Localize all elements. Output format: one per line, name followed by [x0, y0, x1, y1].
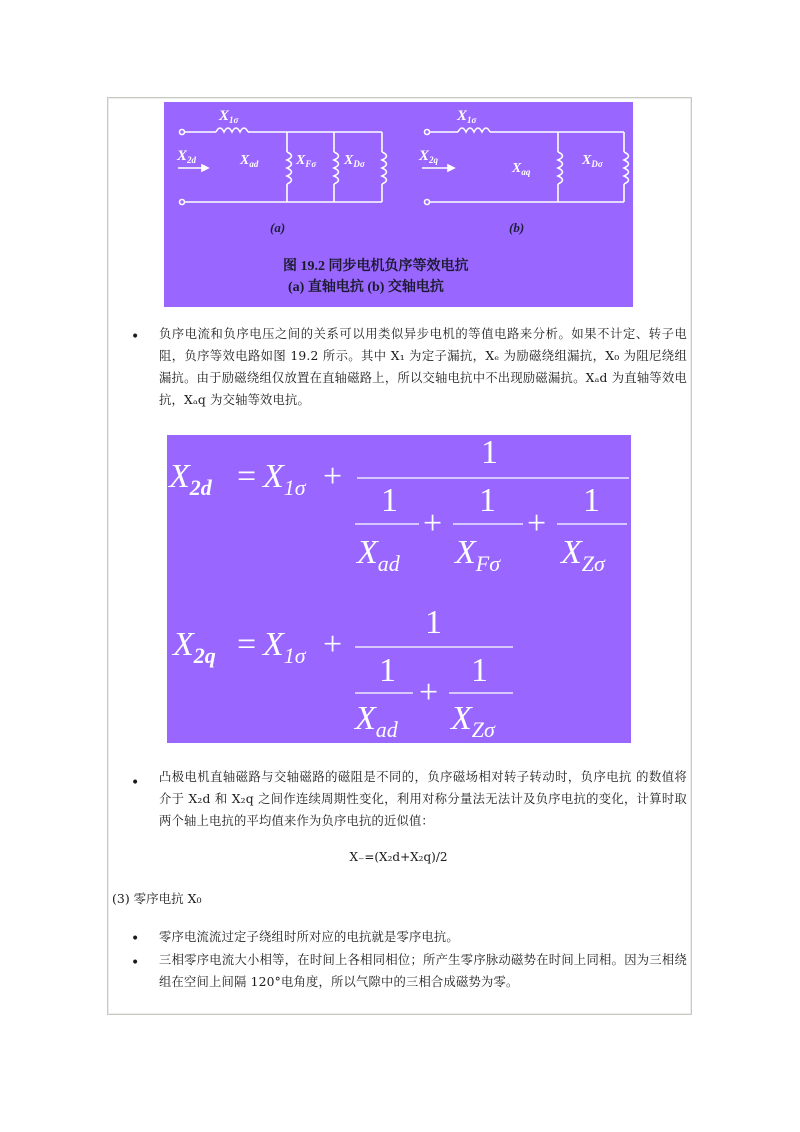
svg-text:X2d: $X_{2d}$ — [177, 148, 197, 165]
svg-text:Xad: $X_{ad}$ — [357, 534, 400, 576]
svg-text:X1σ: $X_{1\sigma}$ — [219, 108, 239, 125]
svg-text:XFσ: $X_{F\sigma}$ — [296, 153, 317, 169]
average-reactance-equation: X₋=(X₂d+X₂q)/2 — [349, 850, 448, 864]
svg-text:+: + — [323, 458, 343, 495]
svg-text:+: + — [423, 505, 443, 542]
bullet-dot: • — [131, 931, 140, 947]
formula-svg — [167, 435, 631, 743]
figure-caption-line1: 图 19.2 同步电机负序等效电抗 — [283, 259, 469, 274]
circuit-diagram — [164, 102, 633, 307]
panel-b-label: (b) — [509, 220, 525, 235]
formula1-lhs: $X_{2d}$ — [169, 458, 212, 500]
svg-text:XDσ: $X_{D\sigma}$ — [344, 153, 365, 169]
bullet-dot: • — [131, 775, 140, 791]
svg-text:=: = — [237, 626, 257, 663]
svg-text:X2q: $X_{2q}$ — [419, 148, 439, 165]
svg-text:Xad: $X_{ad}$ — [240, 153, 259, 169]
svg-text:X1σ: $X_{1\sigma}$ — [457, 108, 477, 125]
svg-text:XDσ: $X_{D\sigma}$ — [582, 153, 603, 169]
bullet-dot: • — [131, 955, 140, 971]
svg-text:1: 1 — [381, 482, 398, 519]
svg-text:XZσ: $X_{Z\sigma}$ — [561, 534, 605, 576]
section-heading-zero-sequence: (3) 零序电抗 X₀ — [112, 891, 202, 906]
svg-text:Xaq: $X_{aq}$ — [512, 161, 531, 177]
svg-text:+: + — [419, 674, 439, 711]
circuit-figure — [164, 102, 633, 307]
svg-text:+: + — [527, 505, 547, 542]
svg-text:X1σ: $X_{1\sigma}$ — [263, 458, 306, 500]
svg-text:=: = — [237, 458, 257, 495]
svg-text:1: 1 — [425, 604, 442, 641]
svg-text:XFσ: $X_{F\sigma}$ — [455, 534, 501, 576]
svg-text:1: 1 — [583, 482, 600, 519]
bullet-dot: • — [131, 329, 140, 345]
svg-text:1: 1 — [471, 652, 488, 689]
panel-a-label: (a) — [270, 220, 286, 235]
svg-text:X1σ: $X_{1\sigma}$ — [263, 626, 306, 668]
paragraph-negative-sequence: 负序电流和负序电压之间的关系可以用类似异步电机的等值电路来分析。如果不计定、转子电阻，负序等效电路如图 19.2 所示。其中 X₁ 为定子漏抗，Xₑ 为励磁绕组漏抗，X₀ 为阻尼绕组漏抗。由于励磁绕组仅放置在直轴磁路上，所以交轴电抗中不出现励磁漏抗。Xₐd 为直轴等效电抗，Xₐq 为交轴等效电抗。 — [159, 327, 687, 407]
svg-text:XZσ: $X_{Z\sigma}$ — [451, 700, 495, 742]
paragraph-salient-pole: 凸极电机直轴磁路与交轴磁路的磁阻是不同的，负序磁场相对转子转动时，负序电抗 的数值将介于 X₂d 和 X₂q 之间作连续周期性变化，利用对称分量法无法计及负序电抗的变化，计算时取两个轴上电抗的平均值来作为负序电抗的近似值： — [159, 770, 687, 828]
svg-text:1: 1 — [481, 435, 498, 471]
figure-caption-line2: (a) 直轴电抗 (b) 交轴电抗 — [288, 280, 444, 295]
svg-text:+: + — [323, 626, 343, 663]
paragraph-zero-seq-mmf: 三相零序电流大小相等，在时间上各相同相位；所产生零序脉动磁势在时间上同相。因为三相绕组在空间上间隔 120°电角度，所以气隙中的三相合成磁势为零。 — [159, 953, 687, 989]
svg-text:1: 1 — [479, 482, 496, 519]
formula-figure — [167, 435, 631, 743]
paragraph-zero-seq-definition: 零序电流流过定子绕组时所对应的电抗就是零序电抗。 — [159, 930, 459, 944]
formula2-lhs: $X_{2q}$ — [173, 626, 216, 668]
svg-text:1: 1 — [379, 652, 396, 689]
svg-text:Xad: $X_{ad}$ — [355, 700, 398, 742]
